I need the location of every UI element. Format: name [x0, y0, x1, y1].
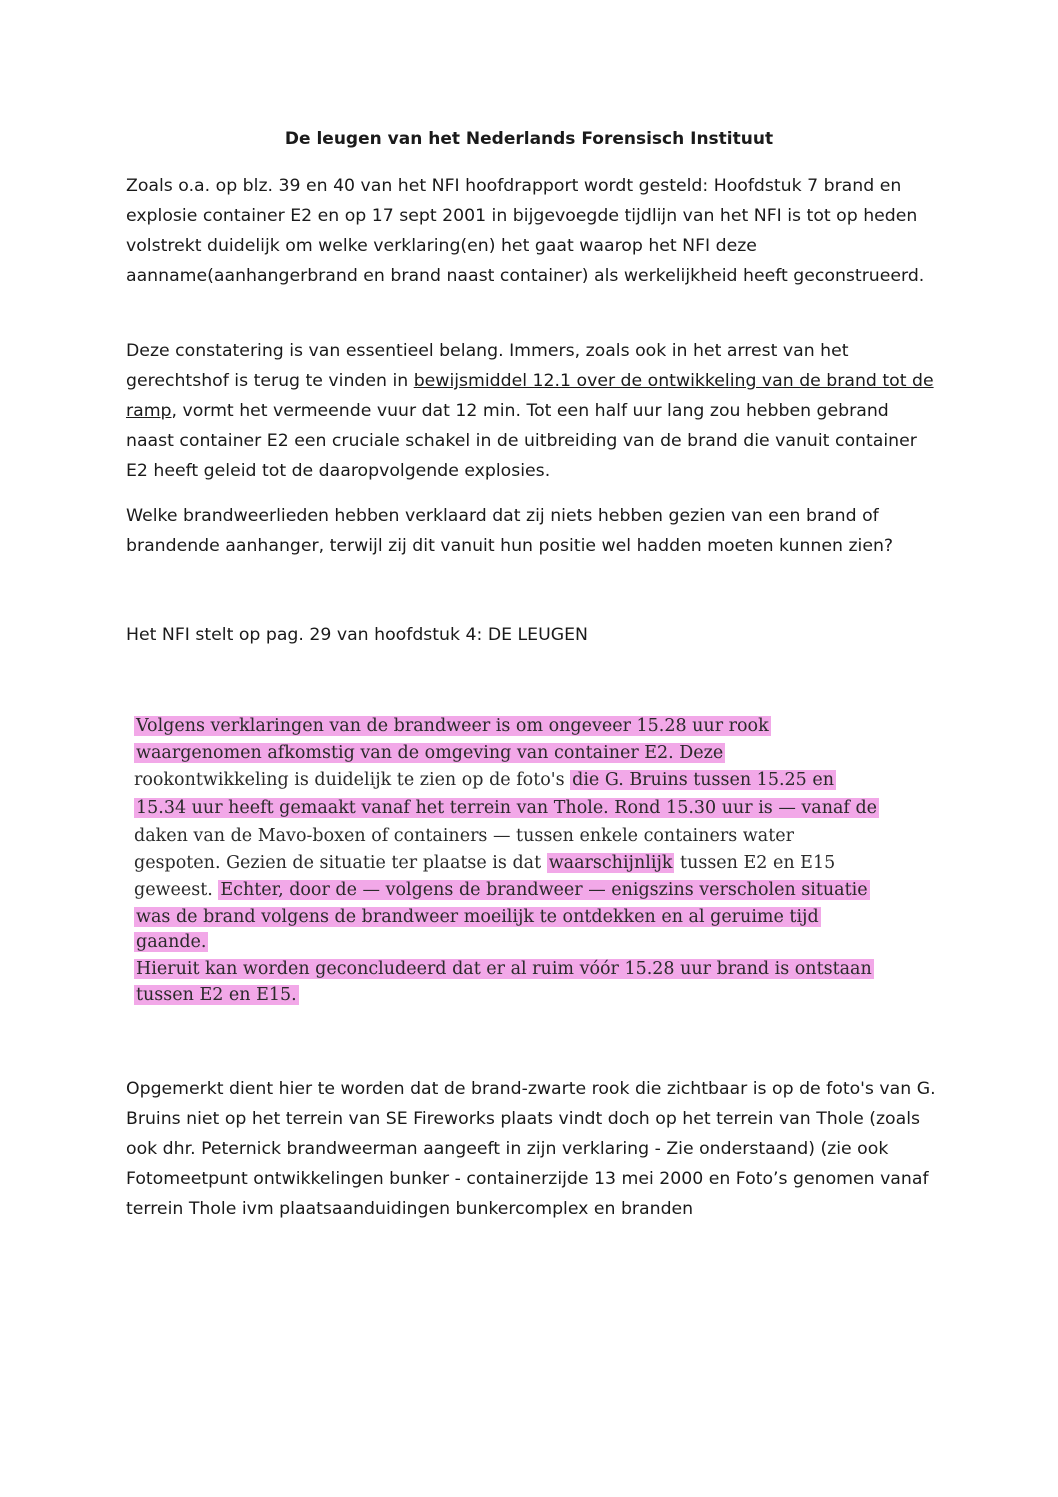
document-title: De leugen van het Nederlands Forensisch Instituut [284, 129, 774, 149]
paragraph-importance-text-before: Deze constatering is van essentieel belang. Immers, zoals ook in het arrest van het gerechtshof is terug te vinden in [126, 341, 849, 391]
paragraph-nfi-claim: Het NFI stelt op pag. 29 van hoofdstuk 4: DE LEUGEN [126, 625, 588, 645]
scan-line: waargenomen afkomstig van de omgeving van container E2. Deze [136, 743, 724, 763]
scan-line: gaande. [136, 932, 207, 952]
scan-line: geweest. Echter, door de — volgens de brandweer — enigszins verscholen situatie [134, 880, 868, 900]
scan-line: daken van de Mavo-boxen of containers — tussen enkele containers water [134, 826, 794, 846]
scan-line: Volgens verklaringen van de brandweer is om ongeveer 15.28 uur rook [136, 716, 769, 736]
paragraph-importance-text-after: , vormt het vermeende vuur dat 12 min. Tot een half uur lang zou hebben gebrand naast container E2 een cruciale schakel in de uitbreiding van de brand die vanuit container E2 heeft geleid tot de daaropvolgende explosies. [126, 401, 917, 481]
scan-line: Hieruit kan worden geconcludeerd dat er al ruim vóór 15.28 uur brand is ontstaan [136, 959, 872, 979]
scan-line: rookontwikkeling is duidelijk te zien op de foto's die G. Bruins tussen 15.25 en [134, 770, 834, 790]
paragraph-question: Welke brandweerlieden hebben verklaard dat zij niets hebben gezien van een brand of brandende aanhanger, terwijl zij dit vanuit hun positie wel hadden moeten kunnen zien? [126, 506, 894, 556]
bewijsmiddel-link[interactable]: bewijsmiddel 12.1 over de ontwikkeling van de brand tot de ramp [126, 371, 934, 421]
scan-line: was de brand volgens de brandweer moeilijk te ontdekken en al geruime tijd [136, 907, 819, 927]
paragraph-observation: Opgemerkt dient hier te worden dat de brand-zwarte rook die zichtbaar is op de foto's van G. Bruins niet op het terrein van SE Fireworks plaats vindt doch op het terrein van Thole (zoals ook dhr. Peternick brandweerman aangeeft in zijn verklaring - Zie onderstaand) (zie ook Fotomeetpunt ontwikkelingen bunker - containerzijde 13 mei 2000 en Foto’s genomen vanaf terrein Thole ivm plaatsaanduidingen bunkercomplex en branden [126, 1079, 936, 1219]
scanned-excerpt-image [126, 708, 926, 1013]
scan-line: tussen E2 en E15. [136, 985, 297, 1005]
paragraph-importance [126, 336, 938, 486]
scan-line: gespoten. Gezien de situatie ter plaatse is dat waarschijnlijk tussen E2 en E15 [134, 853, 836, 873]
paragraph-intro: Zoals o.a. op blz. 39 en 40 van het NFI hoofdrapport wordt gesteld: Hoofdstuk 7 brand en explosie container E2 en op 17 sept 2001 in bijgevoegde tijdlijn van het NFI is tot op heden volstrekt duidelijk om welke verklaring(en) het gaat waarop het NFI deze aanname(aanhangerbrand en brand naast container) als werkelijkheid heeft geconstrueerd. [126, 176, 925, 286]
scan-line: 15.34 uur heeft gemaakt vanaf het terrein van Thole. Rond 15.30 uur is — vanaf de [136, 798, 878, 818]
